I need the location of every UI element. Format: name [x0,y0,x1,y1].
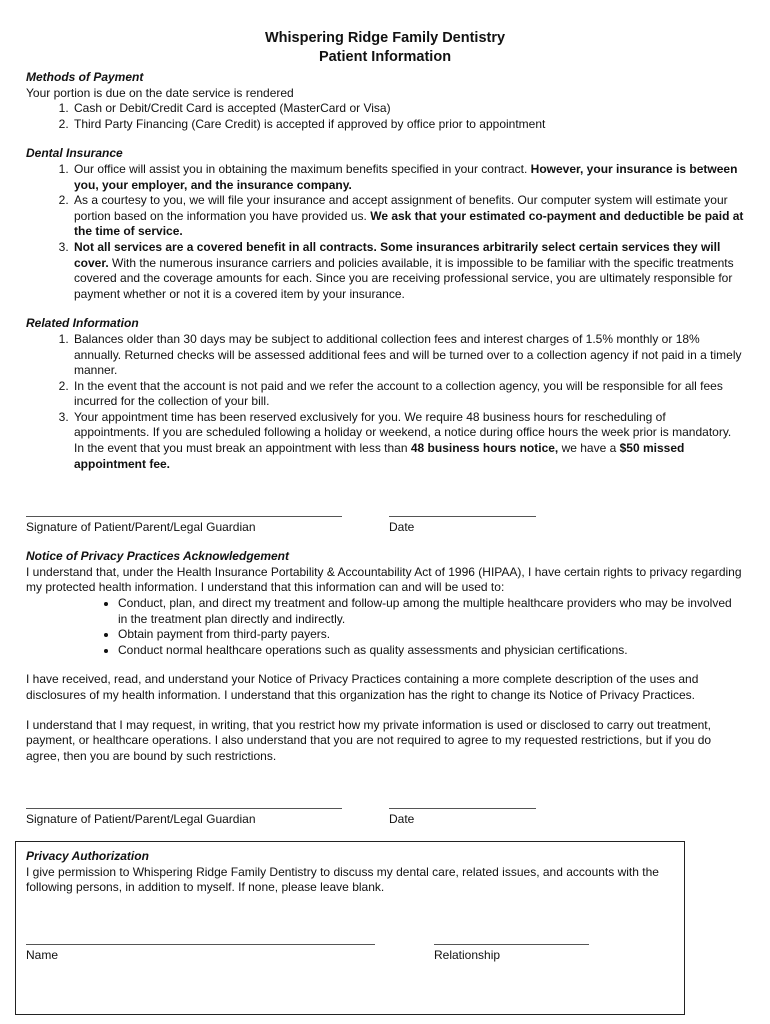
signature-line[interactable] [26,808,342,809]
list-item: 1. Our office will assist you in obtaining the maximum benefits specified in your contract. However, your insurance is between you, your employer, and the insurance company. [72,162,744,193]
list-item: • Conduct, plan, and direct my treatment and follow-up among the multiple healthcare providers who may be involved in the treatment plan directly and indirectly. [118,596,744,627]
dental-insurance-list [26,162,744,302]
privacy-authorization-box [15,841,685,1015]
signature-label: Signature of Patient/Parent/Legal Guardian [26,812,256,827]
privacy-restrictions-paragraph: I understand that I may request, in writing, that you restrict how my private information is used or disclosed to carry out treatment, payment, or healthcare operations. I also understand that you are not required to agree to my requested restrictions, but if you do agree, then you are bound by such restrictions. [26,717,712,763]
privacy-notice-heading: Notice of Privacy Practices Acknowledgement [26,549,289,564]
signature-row [26,808,744,840]
privacy-authorization-heading: Privacy Authorization [26,849,149,863]
related-information-heading: Related Information [26,316,139,331]
list-item: 2. In the event that the account is not paid and we refer the account to a collection agency, you will be responsible for all fees incurred for the collection of your bill. [72,379,744,410]
privacy-notice-intro: I understand that, under the Health Insurance Portability & Accountability Act of 1996 (HIPAA), I have certain rights to privacy regarding my protected health information. I understand that this information can and will be used to: [26,564,742,595]
signature-label: Signature of Patient/Parent/Legal Guardian [26,520,256,535]
signature-row [26,516,744,548]
relationship-label: Relationship [434,947,501,962]
date-line[interactable] [389,808,536,809]
related-information-list [26,332,744,472]
privacy-notice-paragraph: I have received, read, and understand your Notice of Privacy Practices containing a more complete description of the uses and disclosures of my health information. I understand that this organization has the right to change its Notice of Privacy Practices. [26,672,699,702]
dental-insurance-heading: Dental Insurance [26,146,123,161]
date-line[interactable] [389,516,536,517]
name-line[interactable] [26,944,375,945]
authorized-person-row [26,944,676,976]
methods-of-payment-intro: Your portion is due on the date service is rendered [26,85,294,100]
document-subtitle: Patient Information [318,49,452,65]
signature-line[interactable] [26,516,342,517]
name-label: Name [26,947,59,962]
document-page [26,29,744,840]
document-title: Whispering Ridge Family Dentistry [264,30,506,46]
relationship-line[interactable] [434,944,589,945]
list-item: 2. As a courtesy to you, we will file your insurance and accept assignment of benefits. Our computer system will estimate your portion based on the information you have provided us. We ask that your estimated co-payment and deductible be paid at the time of service. [72,193,744,240]
list-item: 2. Third Party Financing (Care Credit) is accepted if approved by office prior to appointment [72,117,744,133]
methods-of-payment-heading: Methods of Payment [26,70,144,84]
list-item: • Obtain payment from third-party payers. [118,627,744,643]
list-item: 1. Balances older than 30 days may be subject to additional collection fees and interest charges of 1.5% monthly or 18% annually. Returned checks will be assessed additional fees and will be turned over to a collection agency if not paid in a timely manner. [72,332,744,379]
list-item: 3. Your appointment time has been reserved exclusively for you. We require 48 business hours for rescheduling of appointments. If you are scheduled following a holiday or weekend, a notice during office hours the week prior is mandatory. In the event that you must break an appointment with less than 48 business hours notice, we have a $50 missed appointment fee. [72,410,744,472]
date-label: Date [389,812,415,827]
privacy-notice-bullets [26,596,744,658]
list-item: • Conduct normal healthcare operations such as quality assessments and physician certifications. [118,643,744,659]
methods-of-payment-list [26,101,744,132]
list-item: 1. Cash or Debit/Credit Card is accepted (MasterCard or Visa) [72,101,744,117]
privacy-authorization-text: I give permission to Whispering Ridge Family Dentistry to discuss my dental care, related issues, and accounts with the following persons, in addition to myself. If none, please leave blank. [26,864,659,895]
date-label: Date [389,520,415,535]
list-item: 3. Not all services are a covered benefit in all contracts. Some insurances arbitrarily select certain services they will cover. With the numerous insurance carriers and policies available, it is impossible to be familiar with the specific treatments covered and the coverage amounts for each. Since you are receiving professional service, you are ultimately responsible for payment whether or not it is a covered item by your insurance. [72,240,744,302]
